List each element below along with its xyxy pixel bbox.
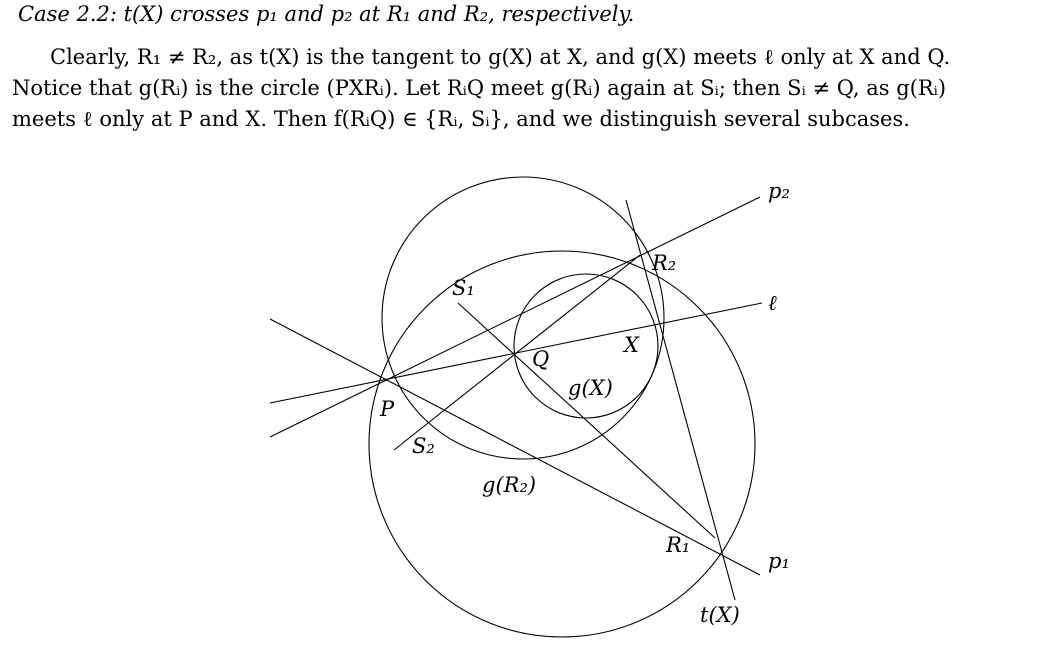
label-R2: R₂ — [652, 251, 677, 275]
label-S2: S₂ — [412, 434, 435, 458]
label-R1: R₁ — [666, 533, 691, 557]
label-p2: p₂ — [768, 179, 790, 203]
line-R2-S2 — [394, 255, 640, 450]
circle-g-R2 — [382, 177, 664, 459]
label-p1: p₁ — [768, 549, 790, 573]
line-p2 — [270, 197, 760, 437]
label-X: X — [624, 333, 639, 357]
label-S1: S₁ — [452, 276, 475, 300]
case-heading: Case 2.2: t(X) crosses p₁ and p₂ at R₁ and R₂, respectively. — [18, 2, 635, 26]
label-ell: ℓ — [768, 291, 777, 315]
paragraph-line-3: meets ℓ only at P and X. Then f(RᵢQ) ∈ {Rᵢ, Sᵢ}, and we distinguish several subcases. — [12, 107, 910, 131]
paragraph-line-1: Clearly, R₁ ≠ R₂, as t(X) is the tangent to g(X) at X, and g(X) meets ℓ only at X and Q. — [50, 45, 951, 69]
paragraph-line-2: Notice that g(Rᵢ) is the circle (PXRᵢ). Let RᵢQ meet g(Rᵢ) again at Sᵢ; then Sᵢ ≠ Q, as g(Rᵢ) — [12, 76, 947, 100]
label-tX: t(X) — [700, 603, 740, 627]
label-gR2: g(R₂) — [482, 473, 537, 497]
label-gX: g(X) — [568, 376, 613, 400]
label-Q: Q — [532, 347, 550, 371]
label-P: P — [380, 397, 395, 421]
